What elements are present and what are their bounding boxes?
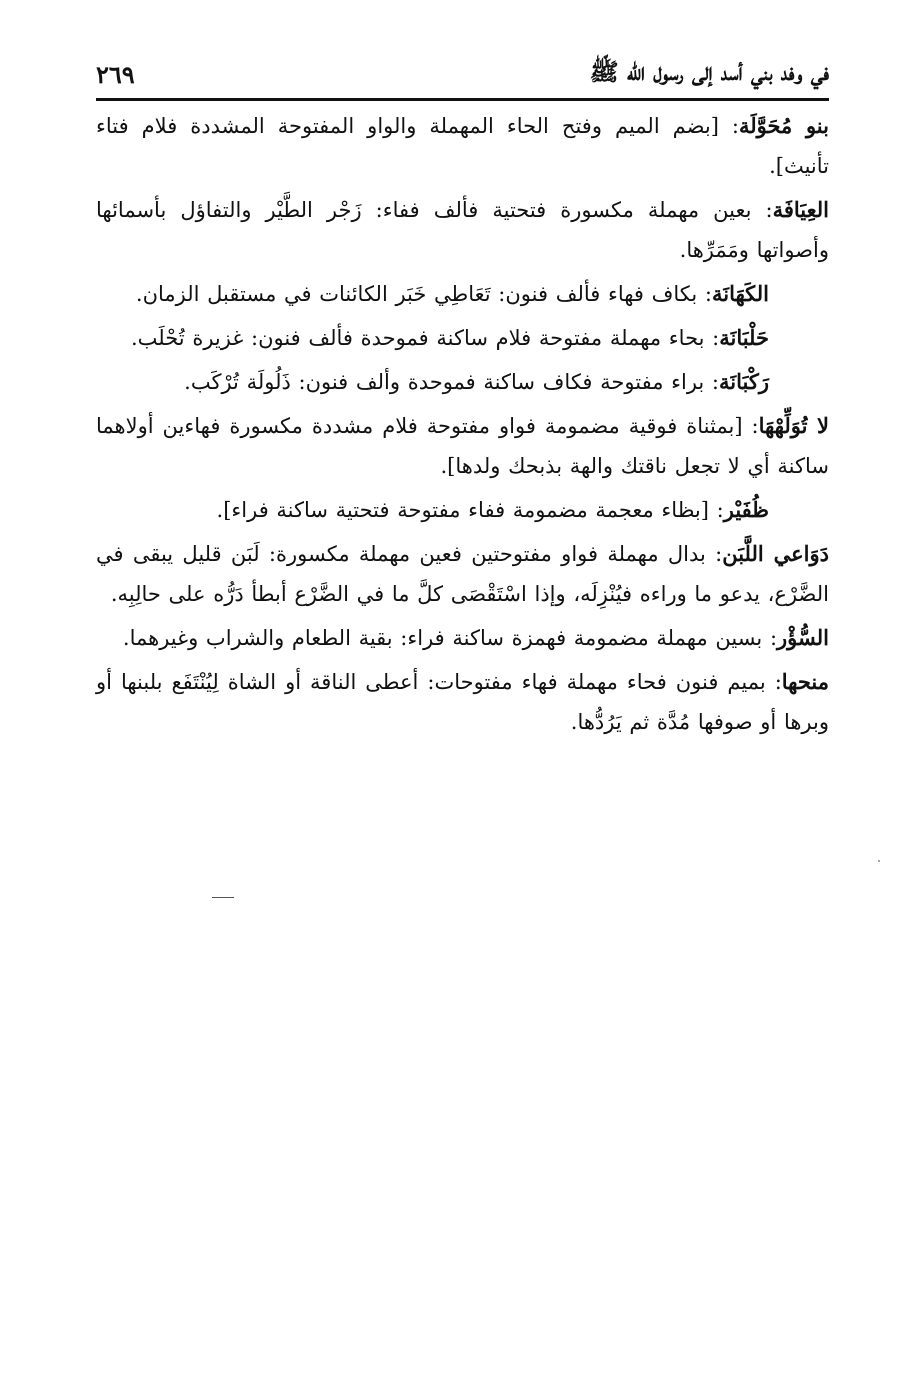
glossary-entry: [96, 662, 829, 742]
page-number: ٢٦٩: [96, 59, 135, 89]
entry-headword: منحها: [781, 669, 829, 694]
entry-definition: : [بظاء معجمة مضمومة ففاء مفتوحة فتحتية ساكنة فراء].: [216, 498, 724, 522]
entry-headword: حَلْبَانَة: [719, 325, 769, 350]
entry-definition: : [بضم الميم وفتح الحاء المهملة والواو المفتوحة المشددة فلام فتاء تأنيث].: [96, 114, 829, 178]
entry-headword: بنو مُحَوَّلَة: [739, 113, 829, 138]
entry-headword: ظُفَيْر: [723, 497, 769, 522]
glossary-entry: [96, 106, 829, 186]
glossary-entry: [96, 618, 829, 658]
entry-definition: : بكاف فهاء فألف فنون: تَعَاطِي خَبَر الكائنات في مستقبل الزمان.: [135, 282, 712, 306]
glossary-entry: [96, 362, 829, 402]
glossary-entry: [96, 490, 829, 530]
entry-definition: : بعين مهملة مكسورة فتحتية فألف ففاء: زَجْر الطَّيْر والتفاؤل بأسمائها وأصواتها ومَمَرِّها.: [96, 198, 829, 262]
glossary-body: [96, 106, 829, 746]
entry-headword: الكَهَانَة: [711, 281, 769, 306]
glossary-entry: [96, 406, 829, 486]
scan-artifact-dot: [878, 860, 880, 862]
entry-headword: دَوَاعي اللَّبَن: [722, 541, 829, 566]
glossary-entry: [96, 274, 829, 314]
entry-headword: لا تُوَلِّهْهَا: [758, 413, 829, 438]
entry-definition: : بدال مهملة فواو مفتوحتين فعين مهملة مكسورة: لَبَن قليل يبقى في الضَّرْع، يدعو ما وراءه فيُنْزِلَه، وإذا اسْتَقْصَى كلَّ ما في الضَّرْع أبطأ دَرُّه على حالِبِه.: [96, 542, 829, 606]
entry-headword: السُّؤْر: [777, 625, 829, 650]
entry-definition: : براء مفتوحة فكاف ساكنة فموحدة وألف فنون: ذَلُولَة تُرْكَب.: [184, 370, 720, 394]
running-title: في وفد بني أسد إلى رسول الله ﷺ: [589, 56, 829, 86]
entry-headword: العِيَافَة: [772, 197, 829, 222]
scan-artifact-mark: [212, 897, 234, 898]
header-rule: [96, 98, 829, 101]
page-header: [96, 50, 829, 98]
glossary-entry: [96, 534, 829, 614]
glossary-entry: [96, 190, 829, 270]
entry-definition: : بحاء مهملة مفتوحة فلام ساكنة فموحدة فألف فنون: غزيرة تُحْلَب.: [131, 326, 720, 350]
entry-headword: رَكْبَانَة: [719, 369, 769, 394]
entry-definition: : بسين مهملة مضمومة فهمزة ساكنة فراء: بقية الطعام والشراب وغيرهما.: [122, 626, 778, 650]
entry-definition: : بميم فنون فحاء مهملة فهاء مفتوحات: أعطى الناقة أو الشاة لِيُنْتَفَع بلبنها أو وبرها أو صوفها مُدَّة ثم يَرُدُّها.: [96, 670, 829, 734]
entry-definition: : [بمثناة فوقية مضمومة فواو مفتوحة فلام مشددة مكسورة فهاءين أولاهما ساكنة أي لا تجعل ناقتك والهة بذبحك ولدها].: [96, 414, 829, 478]
glossary-entry: [96, 318, 829, 358]
